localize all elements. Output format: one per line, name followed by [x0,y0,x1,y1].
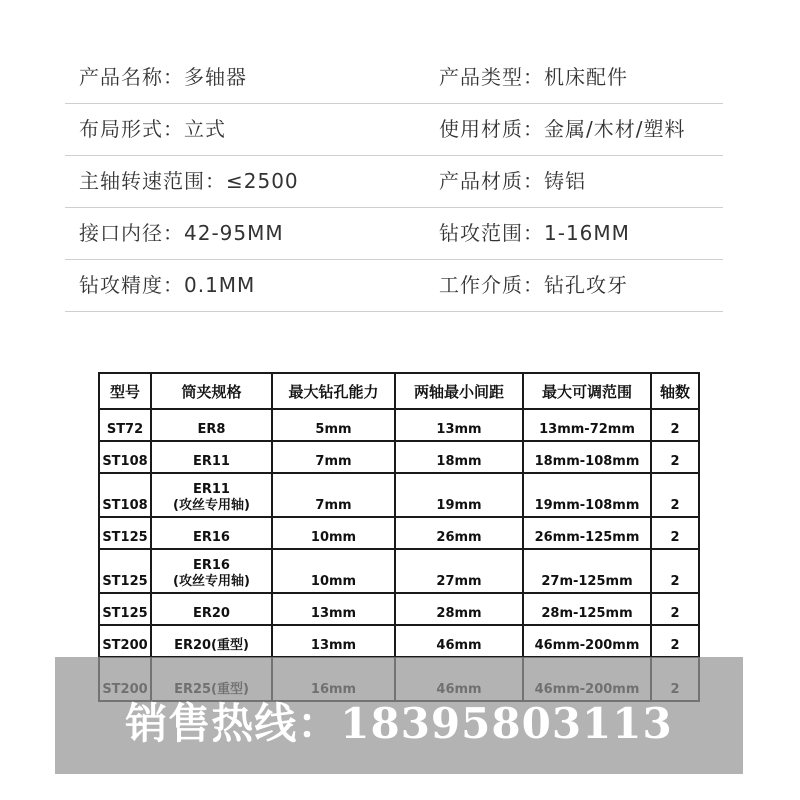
cell-range: 46mm-200mm [523,625,651,657]
cell-model: ST200 [99,625,151,657]
cell-collet [151,549,272,593]
table-row [99,593,699,625]
header-axes: 轴数 [651,373,699,409]
spec-product-material: 产品材质：铸铝 [439,169,586,193]
cell-spacing: 18mm [395,441,523,473]
cell-range: 28m-125mm [523,593,651,625]
cell-axes: 2 [651,517,699,549]
header-max-range: 最大可调范围 [523,373,651,409]
cell-axes: 2 [651,441,699,473]
cell-range: 13mm-72mm [523,409,651,441]
product-spec-list [65,52,723,312]
cell-axes: 2 [651,625,699,657]
table-row [99,441,699,473]
cell-collet: ER8 [151,409,272,441]
cell-drill: 5mm [272,409,395,441]
header-collet: 筒夹规格 [151,373,272,409]
cell-collet-line1: ER16 [193,558,230,573]
cell-model: ST72 [99,409,151,441]
table-row [99,517,699,549]
cell-drill: 10mm [272,549,395,593]
cell-collet [151,473,272,517]
table-row [99,549,699,593]
cell-axes: 2 [651,549,699,593]
cell-range: 18mm-108mm [523,441,651,473]
spec-product-type: 产品类型：机床配件 [439,65,628,89]
cell-model: ST125 [99,517,151,549]
spec-row [65,260,723,312]
cell-collet-line2: (攻丝专用轴) [173,574,250,589]
cell-drill: 7mm [272,441,395,473]
cell-collet: ER11 [151,441,272,473]
spec-drilling-range: 钻攻范围：1-16MM [439,221,630,245]
cell-model: ST108 [99,441,151,473]
cell-range: 26mm-125mm [523,517,651,549]
cell-collet-line1: ER11 [193,482,230,497]
cell-spacing: 28mm [395,593,523,625]
spec-row [65,104,723,156]
cell-drill: 13mm [272,625,395,657]
cell-range: 19mm-108mm [523,473,651,517]
cell-model: ST125 [99,593,151,625]
cell-model: ST108 [99,473,151,517]
table-row [99,473,699,517]
cell-model: ST125 [99,549,151,593]
spec-row [65,156,723,208]
sales-hotline-banner [55,657,743,774]
model-spec-table [98,372,700,702]
cell-drill: 13mm [272,593,395,625]
cell-drill: 7mm [272,473,395,517]
cell-axes: 2 [651,409,699,441]
table-row [99,409,699,441]
cell-collet-line2: (攻丝专用轴) [173,498,250,513]
header-max-drill: 最大钻孔能力 [272,373,395,409]
cell-axes: 2 [651,473,699,517]
spec-layout: 布局形式：立式 [79,117,226,141]
spec-product-name: 产品名称：多轴器 [79,65,247,89]
spec-usable-material: 使用材质：金属/木材/塑料 [439,117,686,141]
cell-spacing: 13mm [395,409,523,441]
spec-spindle-speed: 主轴转速范围：≤2500 [79,169,299,193]
cell-collet: ER20(重型) [151,625,272,657]
cell-drill: 10mm [272,517,395,549]
cell-spacing: 27mm [395,549,523,593]
spec-precision: 钻攻精度：0.1MM [79,273,256,297]
spec-work-medium: 工作介质：钻孔攻牙 [439,273,628,297]
cell-spacing: 26mm [395,517,523,549]
table-row [99,625,699,657]
sales-hotline-text: 销售热线：18395803113 [125,699,673,748]
spec-row [65,208,723,260]
header-model: 型号 [99,373,151,409]
cell-collet: ER20 [151,593,272,625]
spec-interface-diameter: 接口内径：42-95MM [79,221,284,245]
cell-collet: ER16 [151,517,272,549]
cell-spacing: 19mm [395,473,523,517]
cell-range: 27m-125mm [523,549,651,593]
cell-axes: 2 [651,593,699,625]
table-header-row [99,373,699,409]
cell-spacing: 46mm [395,625,523,657]
spec-row [65,52,723,104]
header-min-spacing: 两轴最小间距 [395,373,523,409]
